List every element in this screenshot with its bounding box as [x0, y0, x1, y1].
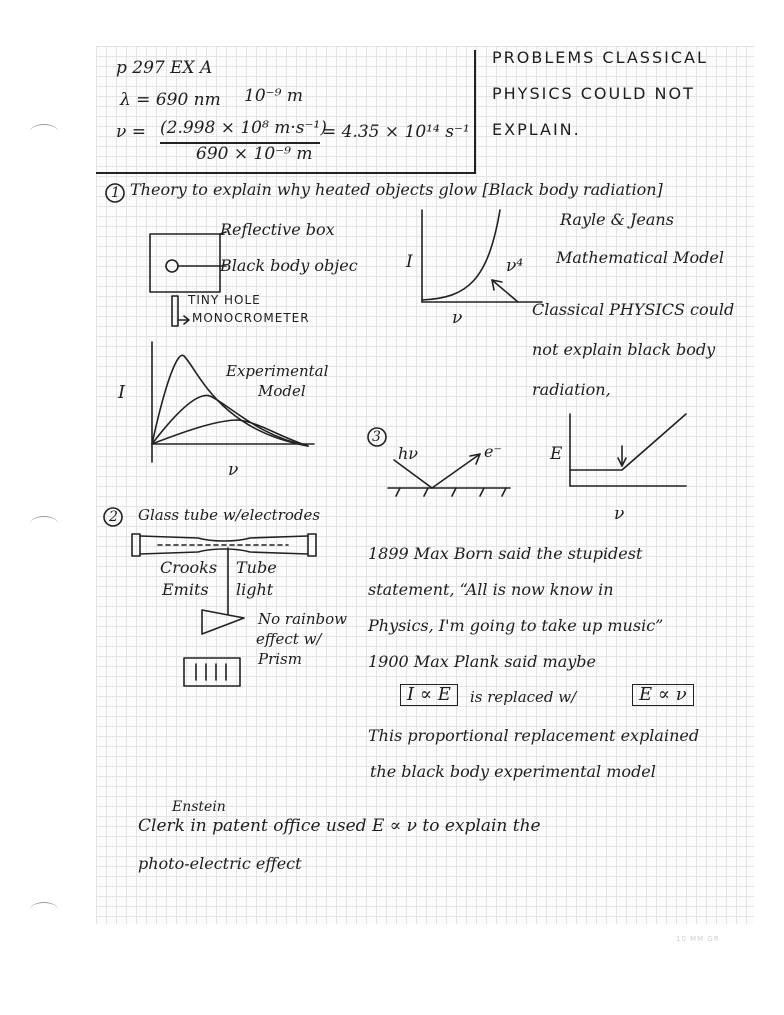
classical-line-3: radiation, — [532, 380, 611, 399]
rj-title: Rayle & Jeans — [560, 210, 674, 229]
heading-line-2: PHYSICS COULD NOT — [492, 84, 695, 103]
exp-label-2: Model — [258, 382, 306, 400]
example-wavelength: λ = 690 nm — [120, 90, 221, 110]
note-born-1: 1899 Max Born said the stupidest — [368, 544, 643, 563]
example-freq-lhs: ν = — [116, 122, 146, 142]
section-3-number: 3 — [372, 429, 381, 445]
example-denominator: 690 × 10⁻⁹ m — [196, 144, 313, 164]
label-monocrometer: MONOCROMETER — [192, 311, 310, 325]
example-result: = 4.35 × 10¹⁴ s⁻¹ — [322, 122, 470, 142]
experimental-model-graph — [148, 340, 318, 466]
rj-axis-nu: ν — [452, 308, 463, 328]
section-2-number: 2 — [109, 509, 118, 525]
classical-line-2: not explain black body — [532, 340, 716, 359]
rj-axis-i: I — [406, 252, 413, 272]
exp-axis-i: I — [118, 382, 126, 403]
crooks-label-2: Emits — [162, 580, 209, 599]
photon-label: hν — [398, 444, 419, 463]
exp-label-1: Experimental — [226, 362, 329, 380]
rj-nu4: ν⁴ — [506, 256, 524, 276]
binder-hole-mark — [30, 902, 58, 917]
note-born-3: Physics, I'm going to take up music” — [368, 616, 664, 635]
e-nu-axis-label: ν — [614, 504, 625, 524]
example-box-underline — [96, 172, 476, 174]
note-explained-1: This proportional replacement explained — [368, 726, 700, 745]
example-ref: p 297 EX A — [116, 58, 213, 78]
classical-line-1: Classical PHYSICS could — [532, 300, 735, 319]
label-black-body-object: Black body objec — [220, 256, 358, 275]
relation-new-box: E ∝ ν — [632, 684, 694, 706]
section-1-number: 1 — [111, 185, 120, 201]
note-photo-electric: photo-electric effect — [138, 854, 302, 873]
binder-hole-mark — [30, 124, 58, 139]
label-tiny-hole: TINY HOLE — [188, 293, 261, 307]
rj-model: Mathematical Model — [556, 248, 724, 267]
example-numerator: (2.998 × 10⁸ m·s⁻¹) — [160, 118, 327, 138]
note-einstein: Enstein — [172, 799, 226, 815]
note-clerk: Clerk in patent office used E ∝ ν to explain the — [138, 816, 541, 836]
note-plank: 1900 Max Plank said maybe — [368, 652, 596, 671]
prism-label-1: No rainbow — [258, 610, 347, 628]
exp-axis-nu: ν — [228, 460, 239, 480]
heading-line-3: EXPLAIN. — [492, 120, 581, 139]
crooks-label-1: Crooks — [160, 558, 218, 577]
energy-frequency-graph — [566, 410, 692, 496]
example-unit-note: 10⁻⁹ m — [244, 86, 303, 106]
electron-label: e⁻ — [484, 442, 502, 461]
tube-label-2: light — [236, 580, 274, 599]
binder-hole-mark — [30, 516, 58, 531]
crookes-tube-diagram — [128, 524, 328, 694]
tube-label-1: Tube — [236, 558, 277, 577]
relation-old-box: I ∝ E — [400, 684, 458, 706]
prism-label-3: Prism — [258, 650, 302, 668]
heading-line-1: PROBLEMS CLASSICAL — [492, 48, 708, 67]
section-2-title: Glass tube w/electrodes — [138, 506, 321, 524]
paper-grid-stamp: 10 MM GR — [676, 935, 720, 943]
label-reflective-box: Reflective box — [220, 220, 335, 239]
prism-label-2: effect w/ — [256, 630, 322, 648]
relation-replaced: is replaced w/ — [470, 688, 577, 706]
note-born-2: statement, “All is now know in — [368, 580, 614, 599]
e-axis-label: E — [550, 444, 563, 464]
example-box-divider — [474, 50, 476, 172]
rayleigh-jeans-graph — [418, 210, 548, 310]
section-1-title: Theory to explain why heated objects glow [Black body radiation] — [130, 180, 663, 199]
note-explained-2: the black body experimental model — [370, 762, 656, 781]
